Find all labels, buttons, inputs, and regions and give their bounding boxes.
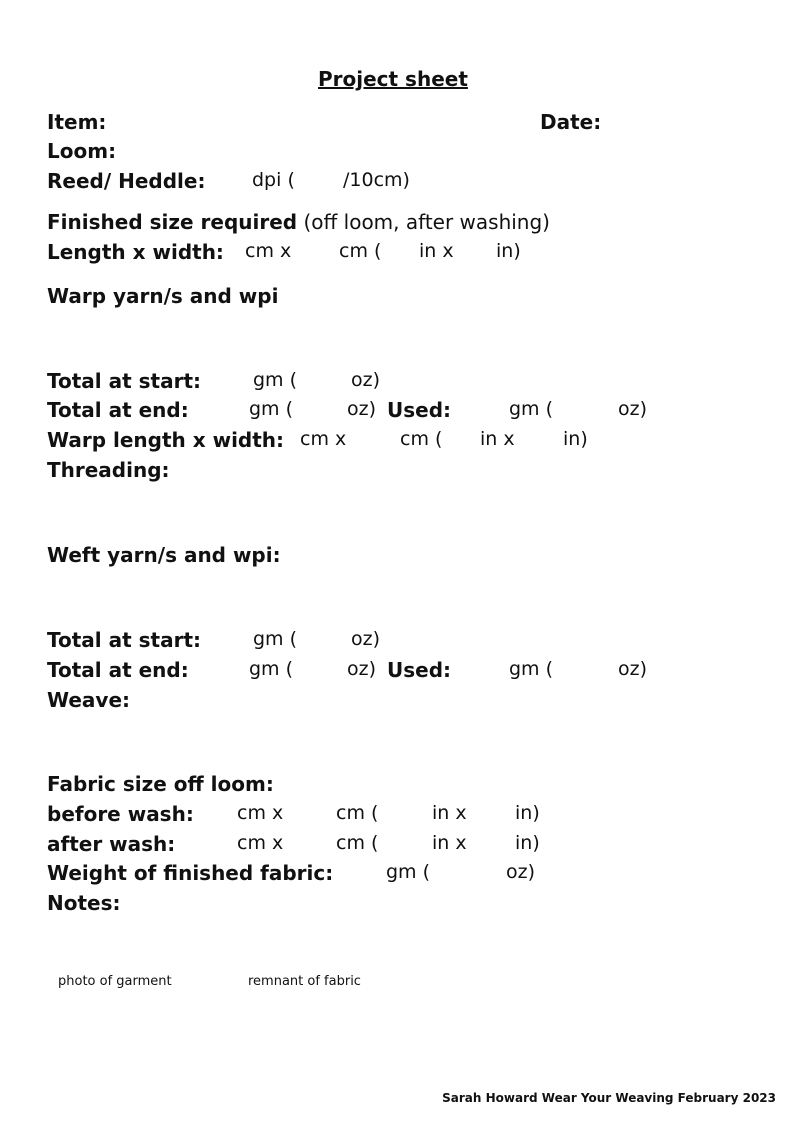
- weight-finished-label: Weight of finished fabric:: [47, 861, 334, 885]
- weft-heading: Weft yarn/s and wpi:: [47, 543, 281, 567]
- footer-credit: Sarah Howard Wear Your Weaving February 2023: [442, 1091, 776, 1105]
- page-title: Project sheet: [318, 67, 468, 91]
- after-in-close-unit: in): [515, 832, 540, 854]
- after-in-x-unit: in x: [432, 832, 467, 854]
- warp-cm-x-unit: cm x: [300, 428, 347, 450]
- warp-start-gm-unit: gm (: [253, 369, 298, 391]
- weft-total-start-label: Total at start:: [47, 628, 202, 652]
- weft-start-oz-unit: oz): [351, 628, 381, 650]
- warp-total-end-label: Total at end:: [47, 398, 189, 422]
- finished-size-note: (off loom, after washing): [303, 210, 550, 234]
- dpi-unit: dpi (: [252, 169, 295, 191]
- before-in-x-unit: in x: [432, 802, 467, 824]
- weft-end-gm-unit: gm (: [249, 658, 294, 680]
- before-cm-x-unit: cm x: [237, 802, 284, 824]
- weave-label: Weave:: [47, 688, 131, 712]
- before-in-close-unit: in): [515, 802, 540, 824]
- warp-used-label: Used:: [387, 398, 452, 422]
- weight-gm-unit: gm (: [386, 861, 431, 883]
- reed-heddle-label: Reed/ Heddle:: [47, 169, 206, 193]
- warp-total-start-label: Total at start:: [47, 369, 202, 393]
- after-wash-label: after wash:: [47, 832, 176, 856]
- finished-size-label: Finished size required: [47, 210, 298, 234]
- warp-in-close-unit: in): [563, 428, 588, 450]
- finished-size-heading: [47, 212, 550, 232]
- weft-used-oz-unit: oz): [618, 658, 648, 680]
- warp-heading: Warp yarn/s and wpi: [47, 284, 279, 308]
- warp-used-gm-unit: gm (: [509, 398, 554, 420]
- warp-length-width-label: Warp length x width:: [47, 428, 285, 452]
- before-cm-open-unit: cm (: [336, 802, 379, 824]
- loom-label: Loom:: [47, 139, 117, 163]
- finished-in-x-unit: in x: [419, 240, 454, 262]
- item-label: Item:: [47, 110, 107, 134]
- warp-in-x-unit: in x: [480, 428, 515, 450]
- notes-label: Notes:: [47, 891, 121, 915]
- finished-cm-open-unit: cm (: [339, 240, 382, 262]
- warp-end-oz-unit: oz): [347, 398, 377, 420]
- length-width-label: Length x width:: [47, 240, 224, 264]
- weight-oz-unit: oz): [506, 861, 536, 883]
- before-wash-label: before wash:: [47, 802, 194, 826]
- warp-used-oz-unit: oz): [618, 398, 648, 420]
- remnant-of-fabric-label: remnant of fabric: [248, 974, 361, 989]
- finished-cm-x-unit: cm x: [245, 240, 292, 262]
- per-10cm-unit: /10cm): [343, 169, 410, 191]
- warp-end-gm-unit: gm (: [249, 398, 294, 420]
- after-cm-x-unit: cm x: [237, 832, 284, 854]
- weft-total-end-label: Total at end:: [47, 658, 189, 682]
- weft-end-oz-unit: oz): [347, 658, 377, 680]
- after-cm-open-unit: cm (: [336, 832, 379, 854]
- weft-used-gm-unit: gm (: [509, 658, 554, 680]
- photo-of-garment-label: photo of garment: [58, 974, 172, 989]
- warp-cm-open-unit: cm (: [400, 428, 443, 450]
- fabric-size-heading: Fabric size off loom:: [47, 772, 274, 796]
- date-label: Date:: [540, 110, 602, 134]
- finished-in-close-unit: in): [496, 240, 521, 262]
- weft-used-label: Used:: [387, 658, 452, 682]
- threading-label: Threading:: [47, 458, 170, 482]
- warp-start-oz-unit: oz): [351, 369, 381, 391]
- weft-start-gm-unit: gm (: [253, 628, 298, 650]
